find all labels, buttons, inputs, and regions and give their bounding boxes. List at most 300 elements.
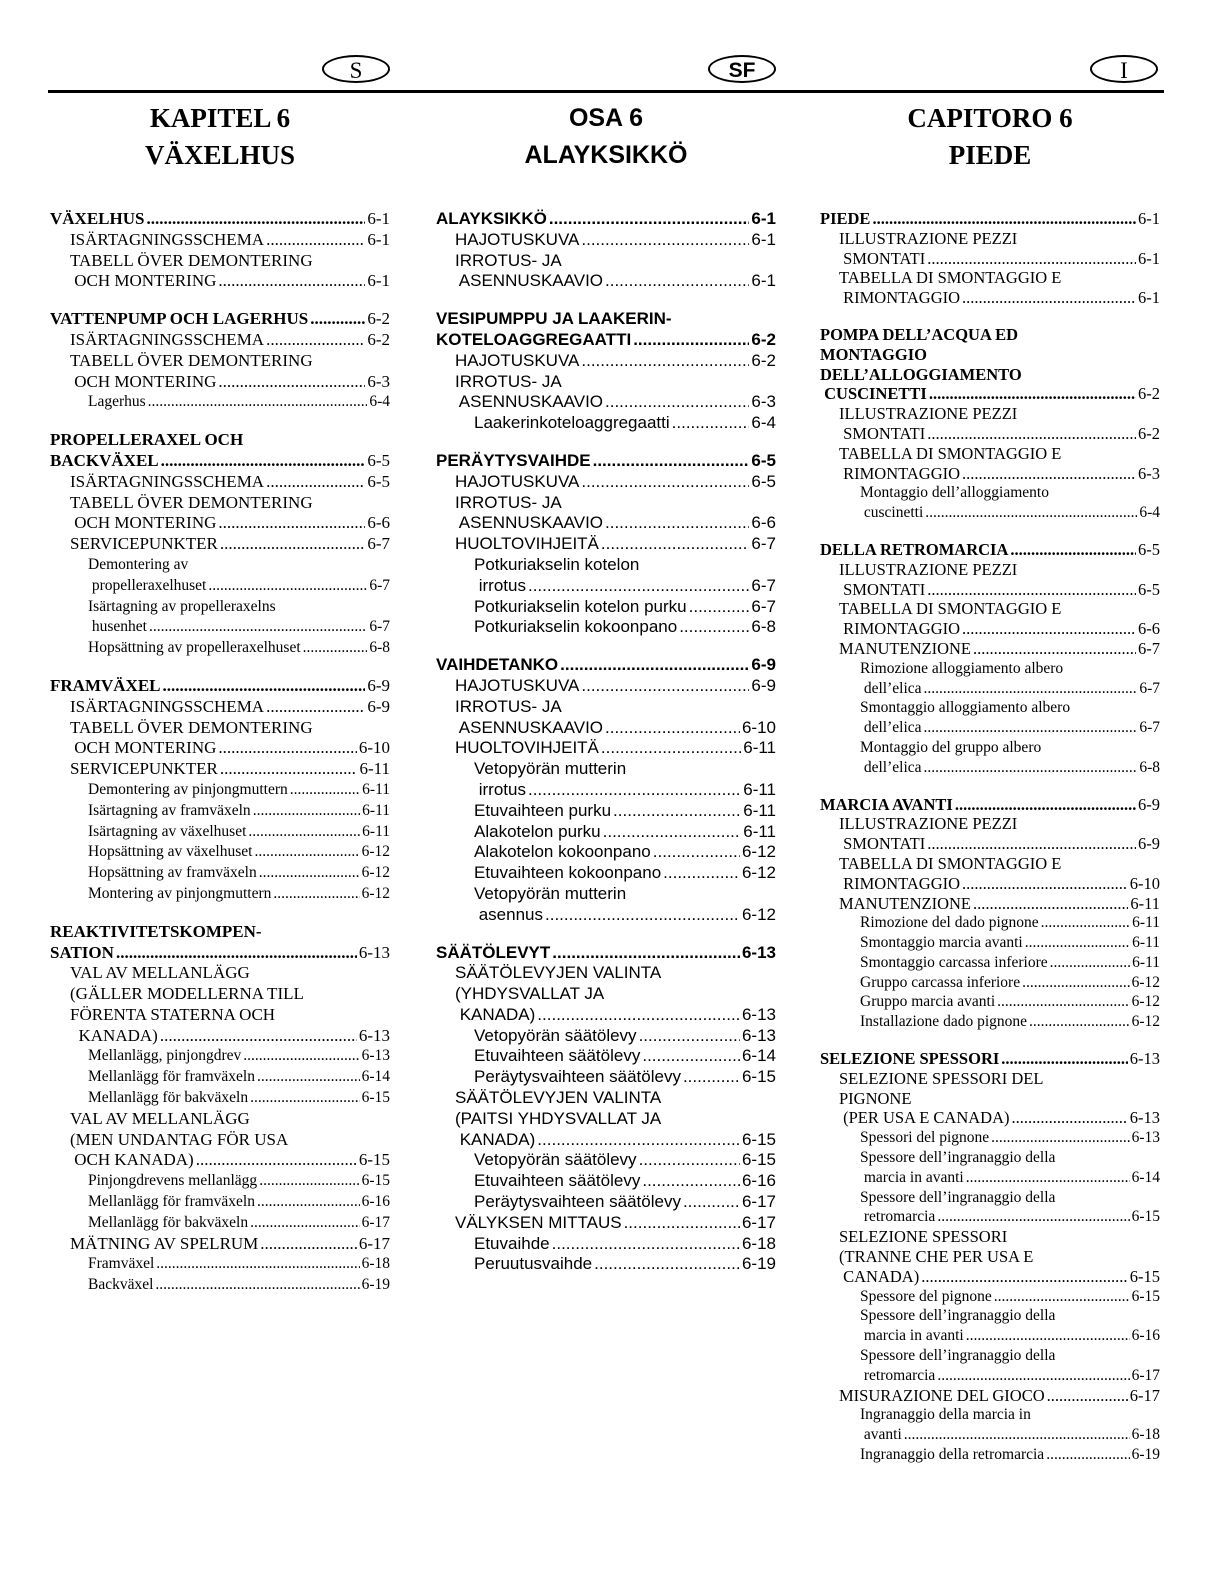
entry-leader-row [88, 842, 390, 863]
page-number: 6-12 [741, 842, 776, 862]
entry-leader-row [860, 913, 1160, 933]
page-number: 6-12 [1131, 993, 1160, 1011]
entry-title-line: Hopsättning av växelhuset [88, 843, 253, 861]
toc-item [436, 759, 776, 801]
dot-leader [653, 842, 740, 863]
column-swedish [50, 100, 390, 1296]
dot-leader [955, 795, 1136, 815]
entry-leader-row [839, 874, 1160, 894]
page-number: 6-7 [1139, 719, 1160, 737]
toc-list [820, 209, 1160, 1465]
dot-leader [921, 1267, 1128, 1287]
entry-leader-row [860, 1207, 1160, 1227]
entry-leader-row [88, 1213, 390, 1234]
toc-item [50, 1046, 390, 1067]
entry-title-line: PROPELLERAXEL OCH [50, 430, 244, 450]
page-number: 6-9 [367, 696, 390, 716]
toc-subsection [50, 1234, 390, 1255]
dot-leader [266, 230, 365, 251]
entry-title-line: SÄÄTÖLEVYJEN VALINTA [455, 1088, 662, 1108]
entry-title-line: SELEZIONE SPESSORI [820, 1049, 1000, 1069]
entry-title-line: marcia in avanti [860, 1168, 964, 1186]
entry-title-line: SERVICEPUNKTER [70, 759, 218, 779]
toc-item [820, 698, 1160, 738]
chapter-subtitle: PIEDE [948, 140, 1032, 170]
entry-leader-row [70, 1026, 390, 1047]
entry-title-line: TABELLA DI SMONTAGGIO E [839, 443, 1062, 463]
toc-item [436, 801, 776, 822]
entry-title-line: FÖRENTA STATERNA OCH [70, 1004, 276, 1024]
entry-title-line: ILLUSTRAZIONE PEZZI [839, 228, 1018, 248]
entry-title-line: (TRANNE CHE PER USA E [839, 1247, 1034, 1267]
page-number: 6-19 [741, 1254, 776, 1274]
entry-title-line: Spessori del pignone [860, 1129, 990, 1147]
page-number: 6-14 [361, 1068, 390, 1086]
toc-item [436, 1046, 776, 1067]
dot-leader [1046, 1445, 1129, 1465]
dot-leader [642, 1171, 740, 1192]
toc-item [50, 1192, 390, 1213]
entry-leader-row [860, 1326, 1160, 1346]
entry-leader-row [455, 1213, 776, 1234]
page-number: 6-9 [1138, 834, 1160, 854]
entry-leader-row [860, 758, 1160, 778]
entry-title-line: Vetopyörän mutterin [474, 759, 627, 779]
toc-item [436, 842, 776, 863]
entry-leader-row [436, 943, 776, 964]
entry-title-line: VÄXELHUS [50, 209, 145, 228]
entry-title-line: VAL AV MELLANLÄGG [70, 963, 250, 983]
toc-subsection [436, 738, 776, 759]
page-number: 6-16 [361, 1193, 390, 1211]
dot-leader [545, 905, 740, 926]
dot-leader [639, 1026, 740, 1047]
dot-leader [303, 638, 368, 659]
language-badge-swedish: S [322, 55, 390, 83]
entry-title-line: OCH MONTERING [70, 371, 217, 391]
dot-leader [973, 894, 1128, 914]
page-number: 6-9 [367, 675, 390, 695]
entry-leader-row [50, 676, 390, 697]
toc-item [50, 780, 390, 801]
dot-leader [1041, 913, 1131, 933]
toc-subsection [820, 814, 1160, 854]
entry-title-line: (PAITSI YHDYSVALLAT JA [455, 1108, 662, 1128]
entry-leader-row [474, 1192, 776, 1213]
toc-item [436, 617, 776, 638]
entry-title-line: KANADA) [455, 1129, 536, 1149]
toc-item [50, 1088, 390, 1109]
page-number: 6-13 [358, 1025, 390, 1045]
page-number: 6-1 [367, 229, 390, 249]
dot-leader [689, 597, 750, 618]
entry-leader-row [839, 619, 1160, 639]
dot-leader [924, 718, 1138, 738]
dot-leader [253, 801, 360, 822]
entry-leader-row [860, 992, 1160, 1012]
dot-leader [601, 738, 741, 759]
entry-leader-row [88, 1171, 390, 1192]
entry-title-line: ASENNUSKAAVIO [455, 717, 604, 737]
entry-leader-row [839, 288, 1160, 308]
entry-leader-row [70, 230, 390, 251]
entry-leader-row [88, 863, 390, 884]
dot-leader [605, 271, 749, 292]
page-number: 6-7 [1138, 638, 1160, 658]
page-number: 6-7 [369, 618, 390, 636]
page-number: 6-11 [743, 779, 776, 799]
entry-leader-row [474, 1171, 776, 1192]
toc-subsection [436, 697, 776, 739]
page-number: 6-13 [358, 942, 390, 962]
column-finnish [436, 100, 776, 1275]
page-number: 6-10 [1129, 873, 1160, 893]
page-number: 6-11 [362, 801, 390, 819]
toc-section [820, 795, 1160, 815]
dot-leader [973, 639, 1136, 659]
dot-leader [163, 676, 366, 697]
entry-title-line: Demontering av [88, 555, 189, 573]
entry-title-line: Isärtagning av växelhuset [88, 822, 247, 840]
entry-title-line: (MEN UNDANTAG FÖR USA [70, 1129, 289, 1149]
entry-leader-row [88, 801, 390, 822]
toc-section [436, 655, 776, 676]
toc-item [436, 413, 776, 434]
entry-title-line: VAIHDETANKO [436, 655, 559, 675]
entry-leader-row [839, 834, 1160, 854]
entry-title-line: MARCIA AVANTI [820, 794, 953, 814]
entry-leader-row [70, 738, 390, 759]
page-number: 6-11 [1132, 914, 1160, 932]
dot-leader [218, 513, 365, 534]
page-number: 6-14 [741, 1046, 776, 1066]
page-number: 6-1 [751, 229, 776, 249]
dot-leader [250, 1088, 359, 1109]
entry-leader-row [839, 249, 1160, 269]
entry-title-line: Peruutusvaihde [474, 1254, 593, 1274]
dot-leader [1012, 1108, 1128, 1128]
entry-leader-row [436, 209, 776, 230]
entry-title-line: Etuvaihteen säätölevy [474, 1046, 641, 1066]
toc-item [820, 1012, 1160, 1032]
entry-title-line: Gruppo carcassa inferiore [860, 973, 1021, 991]
toc-item [436, 1192, 776, 1213]
toc-section [50, 676, 390, 697]
entry-title-line: Vetopyörän säätölevy [474, 1150, 637, 1170]
entry-title-line: RIMONTAGGIO [839, 873, 961, 893]
entry-title-line: ASENNUSKAAVIO [455, 392, 604, 412]
toc-item [50, 884, 390, 905]
dot-leader [560, 655, 749, 676]
page-number: 6-2 [367, 329, 390, 349]
entry-leader-row [455, 1005, 776, 1026]
toc-item [820, 1188, 1160, 1228]
toc-item [50, 1254, 390, 1275]
column-heading [50, 100, 390, 174]
page-number: 6-2 [1138, 384, 1160, 404]
entry-leader-row [455, 718, 776, 739]
entry-leader-row [436, 330, 776, 351]
entry-title-line: Montaggio dell’alloggiamento [860, 484, 1049, 502]
entry-leader-row [70, 472, 390, 493]
toc-subsection [436, 372, 776, 414]
entry-leader-row [860, 1128, 1160, 1148]
toc-list [436, 209, 776, 1275]
page-number: 6-19 [1131, 1446, 1160, 1464]
toc-item [436, 1171, 776, 1192]
page-number: 6-5 [367, 471, 390, 491]
dot-leader [613, 801, 741, 822]
toc-item [820, 913, 1160, 933]
entry-title-line: HAJOTUSKUVA [455, 675, 580, 695]
entry-title-line: asennus [474, 904, 543, 924]
entry-title-line: TABELL ÖVER DEMONTERING [70, 350, 313, 370]
toc-section [50, 922, 390, 964]
entry-leader-row [860, 1425, 1160, 1445]
entry-title-line: Smontaggio carcassa inferiore [860, 953, 1048, 971]
page-number: 6-17 [1131, 1366, 1160, 1384]
dot-leader [997, 992, 1129, 1012]
entry-leader-row [839, 424, 1160, 444]
dot-leader [208, 576, 367, 597]
toc-item [436, 884, 776, 926]
toc-subsection [436, 676, 776, 697]
toc-item [50, 1171, 390, 1192]
dot-leader [927, 834, 1136, 854]
entry-title-line: irrotus [474, 779, 526, 799]
page-number: 6-8 [369, 639, 390, 657]
page-number: 6-15 [1129, 1266, 1160, 1286]
dot-leader [904, 1425, 1130, 1445]
dot-leader [581, 472, 749, 493]
entry-leader-row [88, 884, 390, 905]
dot-leader [1029, 1012, 1130, 1032]
entry-title-line: Spessore del pignone [860, 1287, 992, 1305]
page-number: 6-3 [1138, 463, 1160, 483]
dot-leader [149, 617, 367, 638]
page-number: 6-3 [367, 371, 390, 391]
page-number: 6-13 [361, 1047, 390, 1065]
entry-leader-row [474, 842, 776, 863]
page-number: 6-15 [1131, 1208, 1160, 1226]
entry-leader-row [860, 1287, 1160, 1307]
entry-leader-row [70, 271, 390, 292]
entry-title-line: Peräytysvaihteen säätölevy [474, 1067, 681, 1087]
toc-item [50, 555, 390, 597]
entry-title-line: Gruppo marcia avanti [860, 993, 996, 1011]
page-number: 6-17 [361, 1213, 390, 1231]
entry-title-line: KANADA) [70, 1025, 158, 1045]
dot-leader [925, 503, 1137, 523]
dot-leader [310, 309, 365, 330]
entry-leader-row [88, 1192, 390, 1213]
entry-title-line: Mellanlägg för framväxeln [88, 1193, 255, 1211]
page-number: 6-11 [1132, 934, 1160, 952]
page-number: 6-15 [1131, 1287, 1160, 1305]
dot-leader [218, 738, 356, 759]
page-number: 6-6 [367, 513, 390, 533]
page-number: 6-5 [751, 471, 776, 491]
entry-title-line: Ingranaggio della marcia in [860, 1406, 1031, 1424]
entry-leader-row [70, 330, 390, 351]
toc-item [50, 822, 390, 843]
page-number: 6-1 [367, 271, 390, 291]
toc-section [50, 430, 390, 472]
entry-leader-row [88, 617, 390, 638]
dot-leader [924, 679, 1138, 699]
page-number: 6-18 [1131, 1426, 1160, 1444]
dot-leader [962, 874, 1128, 894]
chapter-title: KAPITEL 6 [149, 103, 291, 133]
entry-title-line: dell’elica [860, 679, 922, 697]
entry-title-line: DELL’ALLOGGIAMENTO [820, 364, 1022, 384]
page-number: 6-7 [751, 596, 776, 616]
entry-title-line: husenhet [88, 618, 147, 636]
toc-item [820, 1128, 1160, 1148]
entry-leader-row [474, 413, 776, 434]
dot-leader [220, 534, 365, 555]
entry-leader-row [70, 697, 390, 718]
entry-title-line: Alakotelon purku [474, 821, 601, 841]
dot-leader [290, 780, 360, 801]
entry-title-line: BACKVÄXEL [50, 450, 159, 470]
entry-leader-row [860, 718, 1160, 738]
entry-leader-row [70, 513, 390, 534]
entry-leader-row [839, 639, 1160, 659]
dot-leader [537, 1130, 740, 1151]
entry-leader-row [455, 1130, 776, 1151]
page-number: 6-10 [358, 738, 390, 758]
toc-item [436, 1150, 776, 1171]
entry-title-line: VAL AV MELLANLÄGG [70, 1108, 250, 1128]
dot-leader [257, 1067, 360, 1088]
page-number: 6-11 [1132, 953, 1160, 971]
entry-title-line: Framväxel [88, 1255, 155, 1273]
entry-title-line: (GÄLLER MODELLERNA TILL [70, 984, 304, 1004]
entry-title-line: IRROTUS- JA [455, 371, 562, 391]
entry-title-line: irrotus [474, 575, 526, 595]
page-number: 6-5 [367, 450, 390, 470]
entry-title-line: ALAYKSIKKÖ [436, 209, 547, 228]
page-number: 6-12 [1131, 1013, 1160, 1031]
entry-title-line: avanti [860, 1426, 902, 1444]
dot-leader [966, 1326, 1130, 1346]
entry-leader-row [88, 638, 390, 659]
toc-subsection [50, 1109, 390, 1171]
toc-item [436, 1067, 776, 1088]
entry-title-line: SMONTATI [839, 579, 926, 599]
entry-title-line: Potkuriakselin kokoonpano [474, 617, 678, 637]
entry-title-line: MANUTENZIONE [839, 638, 971, 658]
toc-subsection [50, 230, 390, 251]
entry-title-line: propelleraxelhuset [88, 576, 207, 594]
page-number: 6-6 [1138, 619, 1160, 639]
entry-leader-row [50, 309, 390, 330]
header-rule [48, 90, 1164, 93]
dot-leader [148, 392, 368, 413]
entry-leader-row [474, 576, 776, 597]
entry-title-line: Peräytysvaihteen säätölevy [474, 1192, 681, 1212]
entry-title-line: Mellanlägg för bakväxeln [88, 1213, 249, 1231]
dot-leader [552, 1234, 740, 1255]
toc-item [820, 933, 1160, 953]
entry-title-line: dell’elica [860, 719, 922, 737]
page-number: 6-1 [1138, 248, 1160, 268]
entry-title-line: TABELL ÖVER DEMONTERING [70, 492, 313, 512]
toc-item [50, 392, 390, 413]
entry-leader-row [88, 576, 390, 597]
entry-title-line: CANADA) [839, 1266, 920, 1286]
toc-item [820, 1346, 1160, 1386]
page-number: 6-16 [1131, 1327, 1160, 1345]
entry-title-line: ISÄRTAGNINGSSCHEMA [70, 229, 265, 249]
dot-leader [683, 1192, 740, 1213]
entry-title-line: Spessore dell’ingranaggio della [860, 1347, 1056, 1365]
entry-title-line: Isärtagning av framväxeln [88, 801, 251, 819]
dot-leader [266, 472, 365, 493]
toc-item [820, 992, 1160, 1012]
toc-subsection [50, 534, 390, 555]
page-number: 6-12 [361, 884, 390, 902]
entry-leader-row [88, 1067, 390, 1088]
entry-leader-row [88, 392, 390, 413]
dot-leader [528, 576, 749, 597]
dot-leader [220, 759, 358, 780]
toc-item [436, 597, 776, 618]
entry-leader-row [88, 1088, 390, 1109]
entry-title-line: SÄÄTÖLEVYT [436, 942, 551, 962]
toc-item [50, 638, 390, 659]
toc-section [50, 309, 390, 330]
page-number: 6-1 [1138, 209, 1160, 228]
entry-leader-row [839, 894, 1160, 914]
entry-title-line: Demontering av pinjongmuttern [88, 780, 288, 798]
dot-leader [679, 617, 749, 638]
toc-section [436, 209, 776, 230]
toc-section [820, 209, 1160, 229]
page-number: 6-15 [741, 1150, 776, 1170]
page-number: 6-12 [361, 843, 390, 861]
entry-title-line: Vetopyörän mutterin [474, 883, 627, 903]
entry-title-line: ILLUSTRAZIONE PEZZI [839, 404, 1018, 424]
dot-leader [116, 943, 357, 964]
dot-leader [1050, 953, 1131, 973]
page-number: 6-17 [741, 1212, 776, 1232]
toc-item [820, 1287, 1160, 1307]
entry-title-line: Pinjongdrevens mellanlägg [88, 1172, 258, 1190]
dot-leader [1025, 933, 1130, 953]
dot-leader [250, 1213, 359, 1234]
toc-subsection [820, 1227, 1160, 1286]
entry-leader-row [860, 503, 1160, 523]
entry-leader-row [839, 580, 1160, 600]
entry-title-line: IRROTUS- JA [455, 492, 562, 512]
toc-list [50, 209, 390, 1296]
page-number: 6-2 [751, 329, 776, 349]
dot-leader [218, 271, 365, 292]
page-number: 6-15 [361, 1089, 390, 1107]
entry-title-line: PERÄYTYSVAIHDE [436, 450, 591, 470]
entry-title-line: dell’elica [860, 758, 922, 776]
entry-title-line: MISURAZIONE DEL GIOCO [839, 1385, 1045, 1405]
entry-title-line: Spessore dell’ingranaggio della [860, 1307, 1056, 1325]
page-number: 6-7 [751, 534, 776, 554]
dot-leader [260, 1234, 357, 1255]
dot-leader [927, 424, 1136, 444]
toc-item [820, 1405, 1160, 1445]
entry-title-line: Potkuriakselin kotelon [474, 554, 640, 574]
page-number: 6-17 [741, 1192, 776, 1212]
